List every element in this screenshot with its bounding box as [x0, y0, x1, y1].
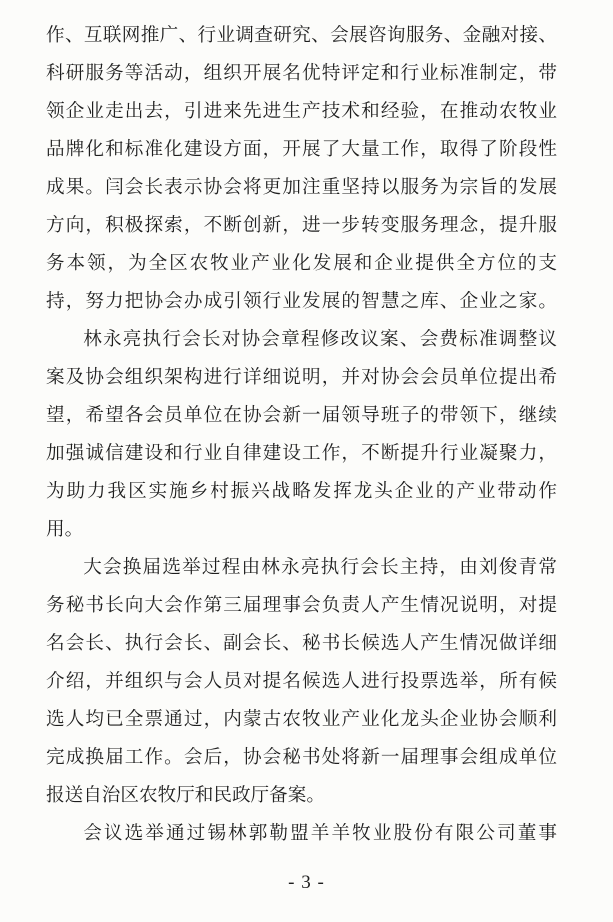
text-line: 方向，积极探索，不断创新，进一步转变服务理念，提升服 [46, 215, 557, 236]
text-line: 务本领，为全区农牧业产业化发展和企业提供全方位的支 [46, 253, 557, 274]
text-line: 加强诚信建设和行业自律建设工作，不断提升行业凝聚力， [46, 443, 557, 464]
text-line: 名会长、执行会长、副会长、秘书长候选人产生情况做详细 [46, 633, 557, 654]
text-line: 林永亮执行会长对协会章程修改议案、会费标准调整议 [83, 329, 557, 350]
text-line: 品牌化和标准化建设方面，开展了大量工作，取得了阶段性 [46, 139, 557, 160]
text-line: 会议选举通过锡林郭勒盟羊羊牧业股份有限公司董事 [83, 823, 557, 844]
text-line: 科研服务等活动，组织开展名优特评定和行业标准制定，带 [46, 63, 557, 84]
text-line: 选人均已全票通过，内蒙古农牧业产业化龙头企业协会顺利 [46, 709, 557, 730]
text-line: 介绍，并组织与会人员对提名候选人进行投票选举，所有候 [46, 671, 557, 692]
text-line: 完成换届工作。会后，协会秘书处将新一届理事会组成单位 [46, 747, 557, 768]
text-line: 案及协会组织架构进行详细说明，并对协会会员单位提出希 [46, 367, 557, 388]
text-line: 成果。闫会长表示协会将更加注重坚持以服务为宗旨的发展 [46, 177, 557, 198]
text-line: 望，希望各会员单位在协会新一届领导班子的带领下，继续 [46, 405, 557, 426]
text-line: 大会换届选举过程由林永亮执行会长主持，由刘俊青常 [83, 557, 557, 578]
text-line: 作、互联网推广、行业调查研究、会展咨询服务、金融对接、 [46, 25, 557, 46]
text-line: 领企业走出去，引进来先进生产技术和经验，在推动农牧业 [46, 101, 557, 122]
page-number: - 3 - [288, 872, 325, 893]
text-line: 用。 [46, 519, 84, 540]
text-line: 务秘书长向大会作第三届理事会负责人产生情况说明，对提 [46, 595, 557, 616]
text-line: 为助力我区实施乡村振兴战略发挥龙头企业的产业带动作 [46, 481, 557, 502]
text-line: 持，努力把协会办成引领行业发展的智慧之库、企业之家。 [46, 291, 557, 312]
document-body [46, 17, 557, 853]
text-line: 报送自治区农牧厅和民政厅备案。 [46, 785, 325, 806]
